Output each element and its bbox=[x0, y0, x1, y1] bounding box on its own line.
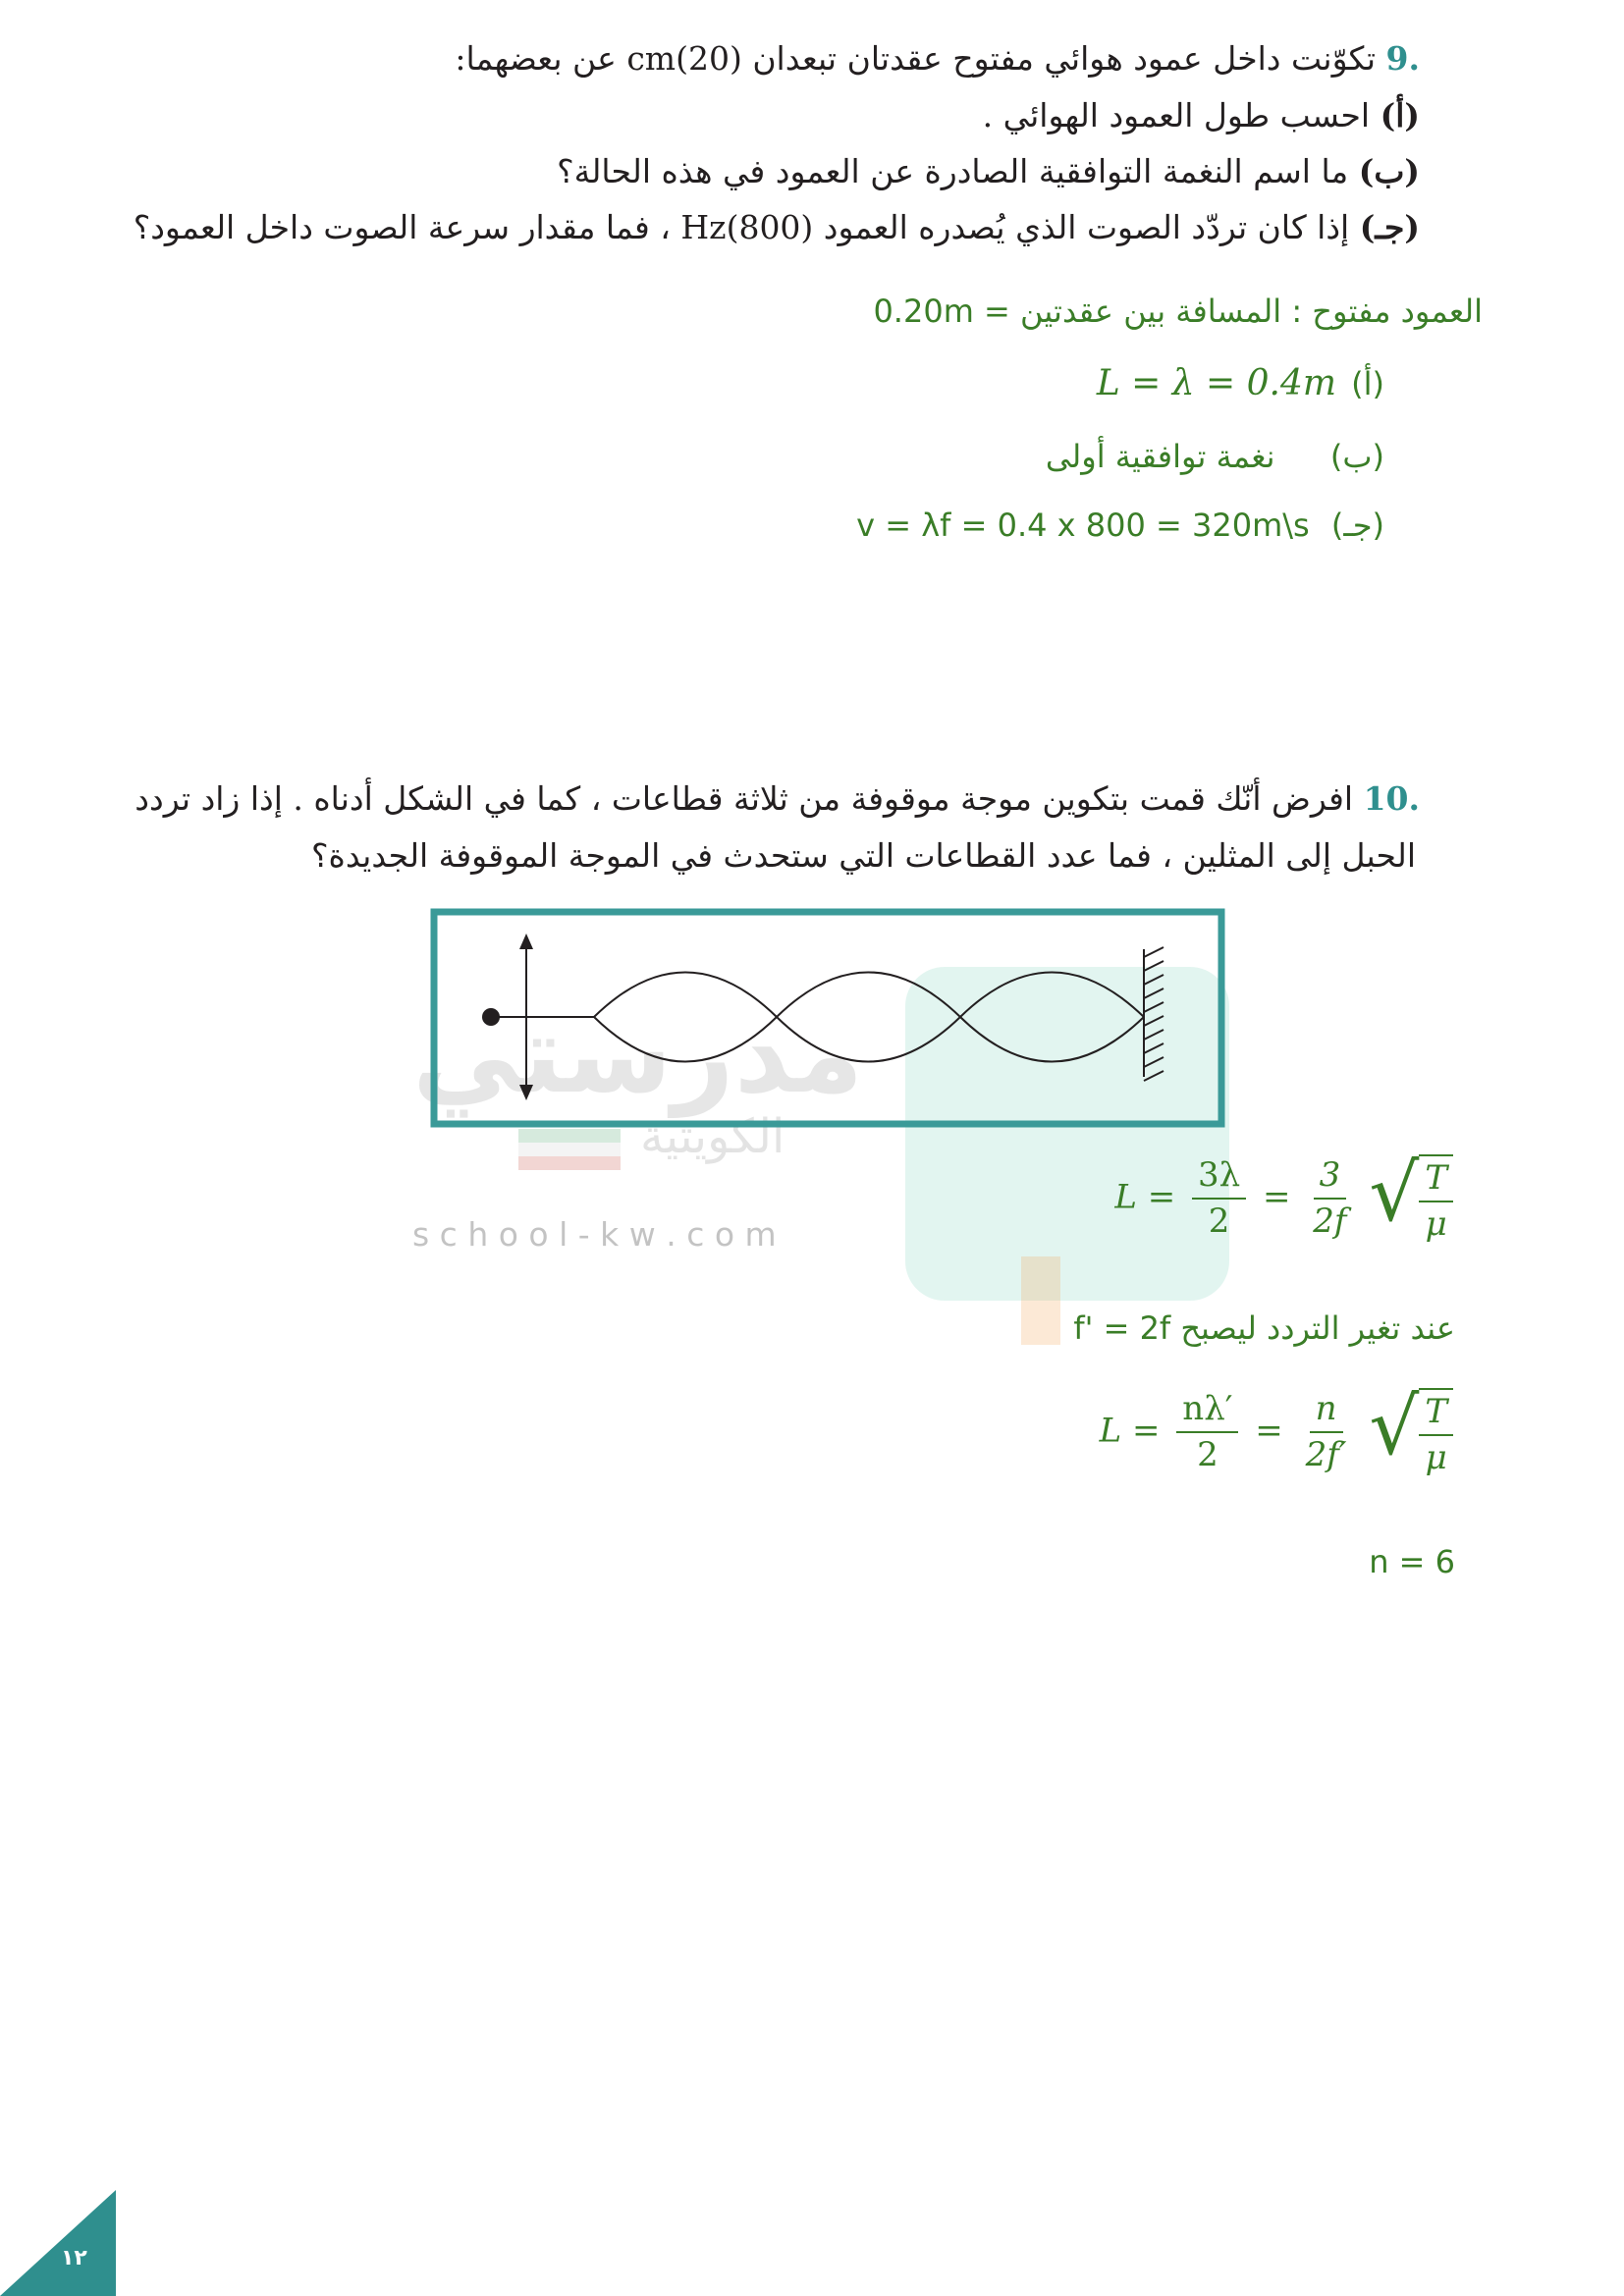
sqrt-icon: √ bbox=[1369, 1148, 1420, 1239]
q9-answer-b-text: نغمة توافقية أولى bbox=[1045, 438, 1275, 475]
q10-number: .10 bbox=[1363, 779, 1420, 818]
arrow-down-icon bbox=[519, 1085, 533, 1100]
eq2-lhs: L bbox=[1099, 1411, 1122, 1451]
q9-part-a bbox=[983, 96, 1420, 134]
wave-upper-envelope bbox=[594, 973, 1144, 1018]
eq1-fraction-2 bbox=[1307, 1157, 1352, 1241]
watermark-brand: مدرستي bbox=[412, 991, 864, 1117]
watermark-flag-icon bbox=[518, 1129, 621, 1170]
eq1-fraction-2-den: 2f bbox=[1313, 1201, 1347, 1242]
page-corner-triangle bbox=[0, 2190, 116, 2296]
eq2-radicand-num: T bbox=[1419, 1394, 1453, 1436]
q9-answer-intro: العمود مفتوح : المسافة بين عقدتين = 0.20m bbox=[873, 293, 1483, 330]
q10-equation-2: L = $\frac{n\lambda'}{2}$ = $\frac{n}{2f'}$ √ $\frac{T}{\mu}$ bbox=[1100, 1388, 1459, 1477]
eq2-sqrt bbox=[1369, 1381, 1459, 1478]
page-number: ١٢ bbox=[61, 2246, 87, 2270]
q10-result: n = 6 bbox=[1369, 1543, 1455, 1580]
eq1-fraction-1-den: 2 bbox=[1208, 1201, 1230, 1242]
q10-line-2 bbox=[311, 836, 1416, 875]
wave-lower-envelope bbox=[594, 1017, 1144, 1062]
eq1-radicand-num: T bbox=[1419, 1160, 1453, 1202]
q9-part-c-text: إذا كان تردّد الصوت الذي يُصدره العمود Hz(800) ، فما مقدار سرعة الصوت داخل العمود؟ bbox=[133, 208, 1350, 246]
q9-number: .9 bbox=[1385, 39, 1420, 78]
eq1-radicand-den: μ bbox=[1425, 1204, 1447, 1245]
q9-answer-a-expr: L = λ = 0.4m bbox=[1096, 363, 1337, 403]
eq2-fraction-1-num: nλ′ bbox=[1176, 1391, 1238, 1433]
eq1-sqrt bbox=[1369, 1148, 1459, 1245]
q9-part-c bbox=[134, 208, 1420, 246]
oscillator-source-dot bbox=[482, 1008, 500, 1026]
eq1-fraction-1-num: 3λ bbox=[1192, 1157, 1246, 1200]
q10-line-2-text: الحبل إلى المثلين ، فما عدد القطاعات التي ستحدث في الموجة الموقوفة الجديدة؟ bbox=[311, 836, 1416, 875]
eq2-fraction-1-den: 2 bbox=[1197, 1435, 1218, 1475]
q9-part-b bbox=[557, 152, 1420, 190]
q9-part-c-marker: (جـ) bbox=[1359, 208, 1420, 246]
q9-part-b-text: ما اسم النغمة التوافقية الصادرة عن العمود في هذه الحالة؟ bbox=[557, 152, 1349, 190]
q9-part-a-text: احسب طول العمود الهوائي . bbox=[982, 96, 1371, 134]
eq1-radicand bbox=[1419, 1154, 1453, 1244]
q9-part-b-marker: (ب) bbox=[1358, 152, 1420, 190]
eq2-radicand-den: μ bbox=[1425, 1438, 1447, 1478]
q9-stem-text: تكوّنت داخل عمود هوائي مفتوح عقدتان تبعدان cm(20) عن بعضهما: bbox=[455, 39, 1377, 78]
eq1-fraction-1 bbox=[1192, 1157, 1246, 1241]
q9-answer-c-marker: (جـ) bbox=[1330, 507, 1384, 544]
wall-hatch bbox=[1144, 947, 1164, 1081]
eq2-fraction-1 bbox=[1176, 1391, 1238, 1474]
q10-line-1-text: افرض أنّك قمت بتكوين موجة موقوفة من ثلاثة قطاعات ، كما في الشكل أدناه . إذا زاد تردد bbox=[135, 779, 1354, 818]
arrow-up-icon bbox=[519, 934, 533, 949]
watermark-bookmark bbox=[1021, 1256, 1060, 1345]
sqrt-icon: √ bbox=[1369, 1381, 1420, 1472]
eq2-fraction-2-den: 2f′ bbox=[1305, 1435, 1347, 1475]
eq1-lhs: L bbox=[1114, 1177, 1137, 1217]
q9-answer-b-marker: (ب) bbox=[1329, 438, 1384, 475]
eq1-fraction-2-num: 3 bbox=[1314, 1157, 1347, 1200]
q9-answer-b bbox=[1046, 438, 1384, 475]
q9-answer-c bbox=[856, 507, 1384, 544]
standing-wave-figure bbox=[430, 908, 1227, 1132]
eq2-fraction-2 bbox=[1300, 1391, 1353, 1474]
eq2-radicand bbox=[1419, 1388, 1453, 1477]
q9-stem bbox=[455, 39, 1420, 78]
q10-equation-1: L = $\frac{3\lambda}{2}$ = $\frac{3}{2f}$ √ $\frac{T}{\mu}$ bbox=[1114, 1154, 1459, 1244]
eq2-fraction-2-num: n bbox=[1310, 1391, 1343, 1433]
q10-frequency-note: عند تغير التردد ليصبح f' = 2f bbox=[1073, 1309, 1455, 1347]
watermark-sub: الكويتية bbox=[640, 1109, 785, 1164]
q10-line-1 bbox=[135, 779, 1420, 818]
q9-answer-a bbox=[1097, 363, 1384, 403]
watermark-url: s c h o o l - k w . c o m bbox=[412, 1215, 777, 1254]
q9-part-a-marker: (أ) bbox=[1380, 96, 1420, 134]
q9-answer-a-marker: (أ) bbox=[1351, 365, 1384, 402]
q9-answer-c-expr: v = λf = 0.4 x 800 = 320m\s bbox=[856, 507, 1310, 544]
